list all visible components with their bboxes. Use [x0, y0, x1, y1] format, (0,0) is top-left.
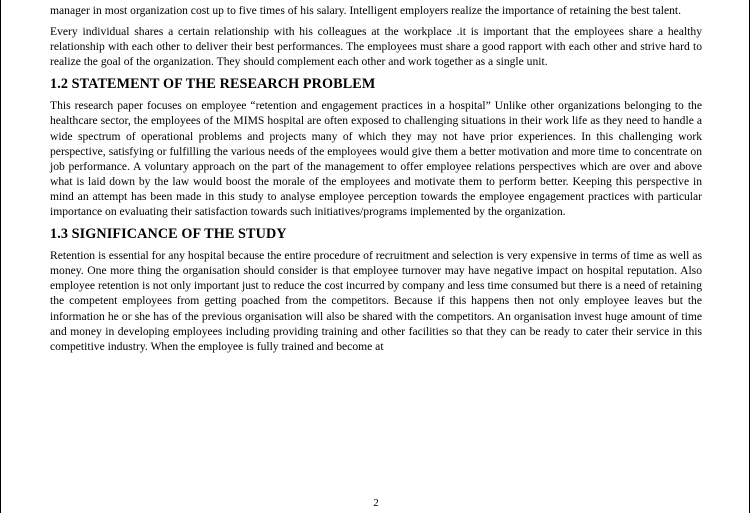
- section-1-2-paragraph: This research paper focuses on employee “retention and engagement practices in a hospital” Unlike other organizations belonging to the healthcare sector, the employees of the MIMS hospital are often exposed to challenging situations in their work life as they need to handle a wide spectrum of operational problems and projects many of which they may not have prior experiences. In this challenging work perspective, satisfying or fulfilling the various needs of the employees would give them a better motivation and more time to concentrate on job performance. A voluntary approach on the part of the management to offer employee relations perspectives which are over and above what is laid down by the law would boost the morale of the employees and motivate them to perform better. Keeping this perspective in mind an attempt has been made in this study to analyse employee perception towards the employee engagement practices with particular importance on evaluating their satisfaction towards such initiatives/programs implemented by the organization.: [50, 99, 702, 219]
- page-content: [50, 3, 702, 361]
- page-number: 2: [373, 497, 379, 509]
- intro-paragraph-2: Every individual shares a certain relationship with his colleagues at the workplace .it is important that the employees share a healthy relationship with each other to deliver their best performances. The employees must share a good rapport with each other and strive hard to realize the goal of the organization. They should complement each other and work together as a single unit.: [50, 25, 702, 69]
- section-1-3-paragraph: Retention is essential for any hospital because the entire procedure of recruitment and selection is very expensive in terms of time as well as money. One more thing the organisation should consider is that employee turnover may have negative impact on hospital reputation. Also employee retention is not only important just to reduce the cost incurred by company and less time consumed but there is a need of retaining the competent employees from getting poached from the competitors. Because if this happens then not only employee leaves but the information he or she has of the previous organisation will also be shared with the competitors. An organisation invest huge amount of time and money in developing employees including providing training and other facilities so that they can be ready to cater their service in this competitive industry. When the employee is fully trained and become at: [50, 249, 702, 353]
- section-heading-1-3: 1.3 SIGNIFICANCE OF THE STUDY: [50, 226, 287, 243]
- intro-paragraph-1: manager in most organization cost up to five times of his salary. Intelligent employers realize the importance of retaining the best talent.: [50, 4, 682, 17]
- section-heading-1-2: 1.2 STATEMENT OF THE RESEARCH PROBLEM: [50, 76, 376, 93]
